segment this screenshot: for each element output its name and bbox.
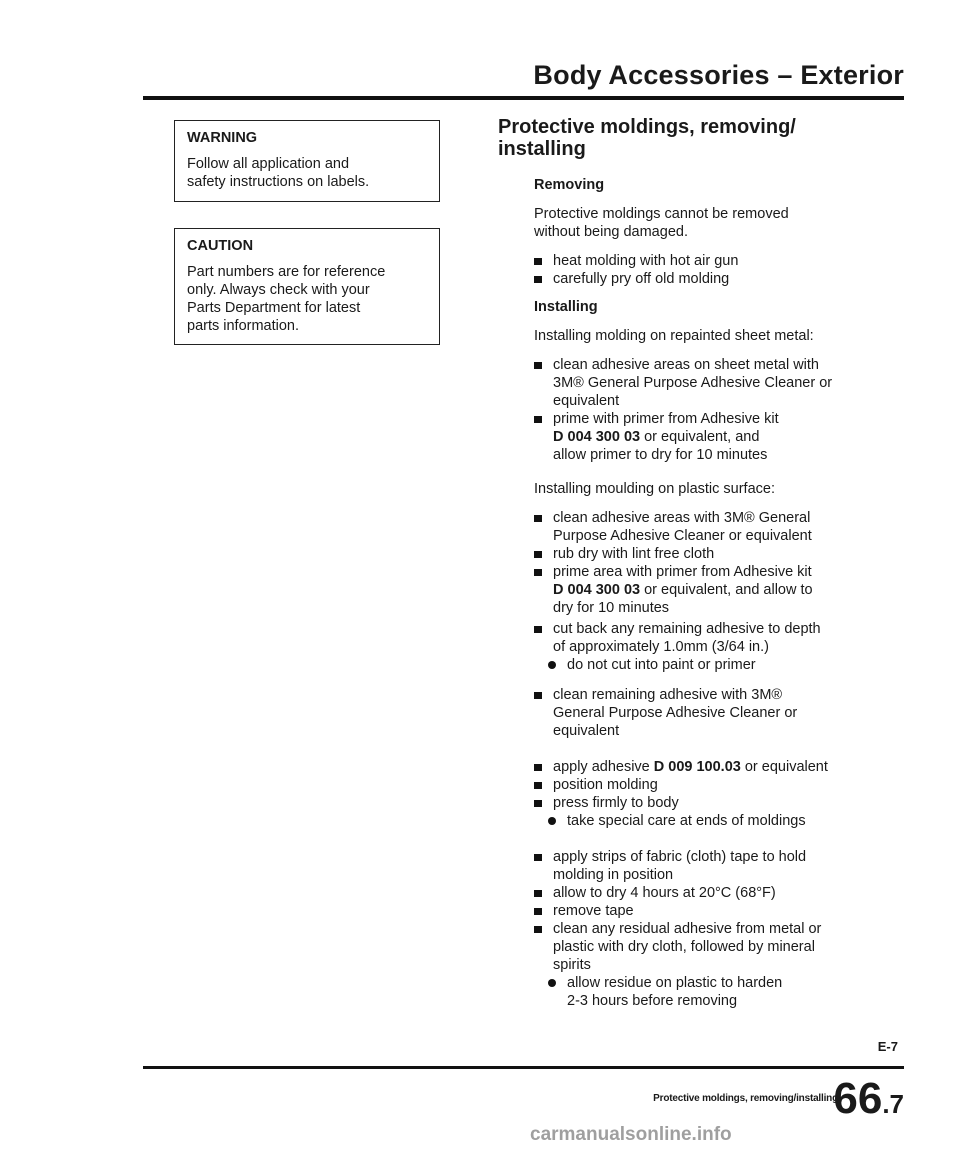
list-item: rub dry with lint free cloth <box>534 545 914 563</box>
section-title-line: installing <box>498 138 586 160</box>
metal-steps <box>534 356 914 464</box>
list-item: clean adhesive areas on sheet metal with 3M® General Purpose Adhesive Cleaner or equivalent <box>534 356 914 410</box>
tape-steps <box>534 848 914 1010</box>
list-item: press firmly to body <box>534 794 914 812</box>
list-item: heat molding with hot air gun <box>534 252 914 270</box>
caution-heading: CAUTION <box>187 238 254 254</box>
list-item: apply strips of fabric (cloth) tape to hold molding in position <box>534 848 914 884</box>
footer-caption: Protective moldings, removing/installing <box>653 1093 838 1104</box>
part-number: D 004 300 03 <box>553 582 641 598</box>
page-number <box>833 1074 904 1124</box>
warning-heading: WARNING <box>187 130 258 146</box>
caution-line: Part numbers are for reference <box>187 264 386 280</box>
list-item: cut back any remaining adhesive to depth of approximately 1.0mm (3/64 in.) <box>534 620 914 656</box>
part-number: D 004 300 03 <box>553 429 641 445</box>
removing-intro: Protective moldings cannot be removed without being damaged. <box>534 206 789 240</box>
list-item: position molding <box>534 776 914 794</box>
plastic-steps <box>534 509 914 740</box>
list-item: prime with primer from Adhesive kit D 004 300 03 or equivalent, and allow primer to dry for 10 minutes <box>534 410 914 464</box>
plastic-intro: Installing moulding on plastic surface: <box>534 481 775 497</box>
footer-rule <box>143 1066 904 1069</box>
list-item: prime area with primer from Adhesive kit D 004 300 03 or equivalent, and allow to dry for 10 minutes <box>534 563 914 617</box>
page-header-title: Body Accessories – Exterior <box>533 60 904 90</box>
metal-intro: Installing molding on repainted sheet metal: <box>534 328 814 344</box>
removing-heading: Removing <box>534 177 605 193</box>
warning-line: safety instructions on labels. <box>187 174 370 190</box>
warning-box <box>174 120 440 202</box>
section-title <box>498 116 858 160</box>
section-title-line: Protective moldings, removing/ <box>498 116 796 138</box>
adhesive-steps <box>534 758 914 830</box>
list-item: remove tape <box>534 902 914 920</box>
watermark: carmanualsonline.info <box>530 1124 732 1145</box>
sub-list-item: take special care at ends of moldings <box>534 812 914 830</box>
procedure-body <box>534 176 914 1020</box>
warning-line: Follow all application and <box>187 156 350 172</box>
header-rule <box>143 96 904 100</box>
sub-list-item: do not cut into paint or primer <box>534 656 914 674</box>
caution-line: only. Always check with your <box>187 282 370 298</box>
installing-heading: Installing <box>534 299 598 315</box>
page-number-main: 66 <box>833 1074 883 1123</box>
page-reference: E-7 <box>877 1039 898 1054</box>
list-item: clean adhesive areas with 3M® General Purpose Adhesive Cleaner or equivalent <box>534 509 914 545</box>
list-item: clean remaining adhesive with 3M® General Purpose Adhesive Cleaner or equivalent <box>534 686 914 740</box>
caution-line: parts information. <box>187 318 300 334</box>
part-number: D 009 100.03 <box>653 759 741 775</box>
list-item: apply adhesive D 009 100.03 or equivalent <box>534 758 914 776</box>
list-item: carefully pry off old molding <box>534 270 914 288</box>
caution-line: Parts Department for latest <box>187 300 361 316</box>
list-item: clean any residual adhesive from metal or plastic with dry cloth, followed by mineral spirits <box>534 920 914 974</box>
page-number-sub: .7 <box>882 1089 904 1119</box>
removing-steps <box>534 252 914 288</box>
caution-box <box>174 228 440 345</box>
sub-list-item: allow residue on plastic to harden 2-3 hours before removing <box>534 974 914 1010</box>
list-item: allow to dry 4 hours at 20°C (68°F) <box>534 884 914 902</box>
